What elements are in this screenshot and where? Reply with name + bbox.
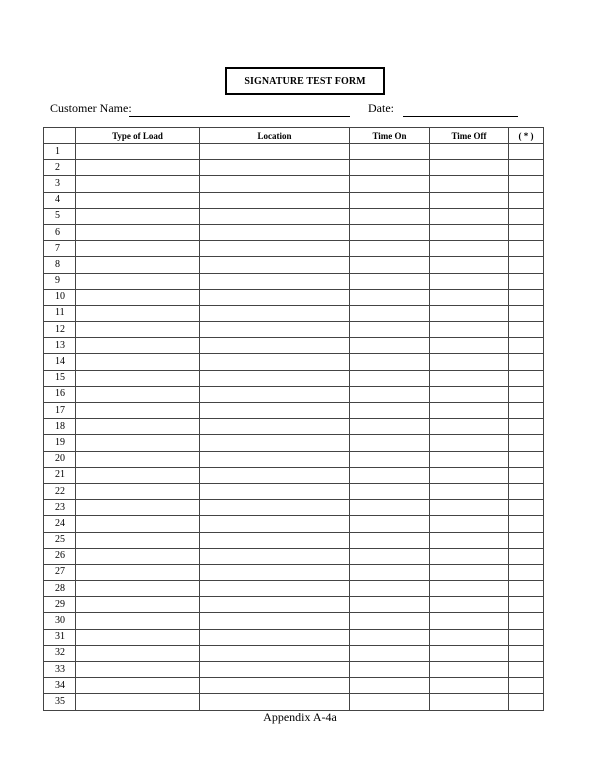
date-label: Date:	[368, 101, 394, 115]
location-cell[interactable]	[200, 273, 350, 289]
table-row	[44, 354, 544, 370]
table-row	[44, 144, 544, 160]
type-of-load-cell[interactable]	[76, 678, 200, 694]
time-off-cell[interactable]	[430, 548, 509, 564]
table-row	[44, 564, 544, 580]
type-of-load-cell[interactable]	[76, 192, 200, 208]
row-number: 33	[44, 662, 76, 678]
table-row	[44, 241, 544, 257]
row-number: 7	[44, 241, 76, 257]
type-of-load-cell[interactable]	[76, 386, 200, 402]
time-on-cell[interactable]	[350, 257, 430, 273]
time-off-cell[interactable]	[430, 516, 509, 532]
location-cell[interactable]	[200, 629, 350, 645]
time-off-cell[interactable]	[430, 273, 509, 289]
location-cell[interactable]	[200, 451, 350, 467]
time-on-cell[interactable]	[350, 516, 430, 532]
table-row	[44, 581, 544, 597]
time-off-cell[interactable]	[430, 467, 509, 483]
row-number: 11	[44, 305, 76, 321]
time-on-cell[interactable]	[350, 629, 430, 645]
table-row	[44, 645, 544, 661]
type-of-load-cell[interactable]	[76, 160, 200, 176]
time-on-cell[interactable]	[350, 305, 430, 321]
asterisk-cell[interactable]	[509, 338, 544, 354]
row-number: 25	[44, 532, 76, 548]
table-row	[44, 500, 544, 516]
type-of-load-cell[interactable]	[76, 354, 200, 370]
row-number: 8	[44, 257, 76, 273]
table-row	[44, 208, 544, 224]
location-cell[interactable]	[200, 694, 350, 710]
type-of-load-cell[interactable]	[76, 548, 200, 564]
row-number: 32	[44, 645, 76, 661]
time-on-cell[interactable]	[350, 581, 430, 597]
time-on-cell[interactable]	[350, 532, 430, 548]
time-on-cell[interactable]	[350, 289, 430, 305]
asterisk-cell[interactable]	[509, 160, 544, 176]
asterisk-cell[interactable]	[509, 662, 544, 678]
location-cell[interactable]	[200, 548, 350, 564]
time-on-cell[interactable]	[350, 192, 430, 208]
asterisk-cell[interactable]	[509, 241, 544, 257]
row-number-header	[44, 128, 76, 144]
location-cell[interactable]	[200, 289, 350, 305]
type-of-load-cell[interactable]	[76, 289, 200, 305]
row-number: 14	[44, 354, 76, 370]
row-number: 29	[44, 597, 76, 613]
row-number: 3	[44, 176, 76, 192]
appendix-label: Appendix A-4a	[263, 710, 337, 724]
asterisk-cell[interactable]	[509, 370, 544, 386]
time-off-cell[interactable]	[430, 354, 509, 370]
type-of-load-cell[interactable]	[76, 403, 200, 419]
row-number: 30	[44, 613, 76, 629]
time-off-cell[interactable]	[430, 370, 509, 386]
table-row	[44, 597, 544, 613]
location-cell[interactable]	[200, 483, 350, 499]
asterisk-cell[interactable]	[509, 224, 544, 240]
table-header-row	[44, 128, 544, 144]
type-of-load-cell[interactable]	[76, 370, 200, 386]
asterisk-header: ( * )	[509, 128, 544, 144]
time-off-cell[interactable]	[430, 435, 509, 451]
form-title: SIGNATURE TEST FORM	[225, 67, 385, 95]
table-row	[44, 613, 544, 629]
time-off-cell[interactable]	[430, 532, 509, 548]
time-off-cell[interactable]	[430, 662, 509, 678]
type-of-load-cell[interactable]	[76, 581, 200, 597]
time-on-cell[interactable]	[350, 160, 430, 176]
row-number: 1	[44, 144, 76, 160]
time-on-cell[interactable]	[350, 322, 430, 338]
row-number: 18	[44, 419, 76, 435]
type-of-load-cell[interactable]	[76, 629, 200, 645]
row-number: 28	[44, 581, 76, 597]
time-off-cell[interactable]	[430, 629, 509, 645]
time-off-cell[interactable]	[430, 645, 509, 661]
location-cell[interactable]	[200, 645, 350, 661]
time-off-cell[interactable]	[430, 257, 509, 273]
asterisk-cell[interactable]	[509, 305, 544, 321]
asterisk-cell[interactable]	[509, 548, 544, 564]
row-number: 13	[44, 338, 76, 354]
asterisk-cell[interactable]	[509, 678, 544, 694]
asterisk-cell[interactable]	[509, 192, 544, 208]
location-cell[interactable]	[200, 581, 350, 597]
time-off-cell[interactable]	[430, 581, 509, 597]
table-row	[44, 257, 544, 273]
time-off-cell[interactable]	[430, 564, 509, 580]
type-of-load-cell[interactable]	[76, 694, 200, 710]
type-of-load-cell[interactable]	[76, 532, 200, 548]
location-cell[interactable]	[200, 613, 350, 629]
row-number: 27	[44, 564, 76, 580]
type-of-load-cell[interactable]	[76, 451, 200, 467]
time-on-cell[interactable]	[350, 564, 430, 580]
row-number: 22	[44, 483, 76, 499]
type-of-load-cell[interactable]	[76, 645, 200, 661]
row-number: 35	[44, 694, 76, 710]
location-cell[interactable]	[200, 370, 350, 386]
time-on-cell[interactable]	[350, 435, 430, 451]
type-of-load-cell[interactable]	[76, 338, 200, 354]
type-of-load-cell[interactable]	[76, 305, 200, 321]
table-row	[44, 403, 544, 419]
asterisk-cell[interactable]	[509, 451, 544, 467]
table-row	[44, 386, 544, 402]
time-on-cell[interactable]	[350, 403, 430, 419]
row-number: 20	[44, 451, 76, 467]
table-row	[44, 662, 544, 678]
time-off-cell[interactable]	[430, 678, 509, 694]
time-on-cell[interactable]	[350, 273, 430, 289]
table-row	[44, 224, 544, 240]
location-cell[interactable]	[200, 322, 350, 338]
customer-name-label: Customer Name:	[50, 101, 132, 115]
asterisk-cell[interactable]	[509, 144, 544, 160]
time-off-cell[interactable]	[430, 613, 509, 629]
table-row	[44, 435, 544, 451]
asterisk-cell[interactable]	[509, 532, 544, 548]
asterisk-cell[interactable]	[509, 516, 544, 532]
location-cell[interactable]	[200, 564, 350, 580]
location-cell[interactable]	[200, 467, 350, 483]
time-on-cell[interactable]	[350, 419, 430, 435]
time-on-cell[interactable]	[350, 483, 430, 499]
location-cell[interactable]	[200, 257, 350, 273]
time-on-cell[interactable]	[350, 224, 430, 240]
location-cell[interactable]	[200, 516, 350, 532]
table-row	[44, 322, 544, 338]
table-row	[44, 338, 544, 354]
location-cell[interactable]	[200, 386, 350, 402]
signature-test-table	[43, 127, 544, 711]
row-number: 24	[44, 516, 76, 532]
customer-name-field[interactable]	[129, 116, 350, 117]
time-off-header: Time Off	[430, 128, 509, 144]
asterisk-cell[interactable]	[509, 289, 544, 305]
time-off-cell[interactable]	[430, 241, 509, 257]
row-number: 34	[44, 678, 76, 694]
asterisk-cell[interactable]	[509, 645, 544, 661]
time-on-cell[interactable]	[350, 176, 430, 192]
asterisk-cell[interactable]	[509, 694, 544, 710]
row-number: 9	[44, 273, 76, 289]
table-row	[44, 176, 544, 192]
table-row	[44, 289, 544, 305]
time-on-cell[interactable]	[350, 678, 430, 694]
time-off-cell[interactable]	[430, 403, 509, 419]
location-cell[interactable]	[200, 176, 350, 192]
table-row	[44, 694, 544, 710]
table-row	[44, 467, 544, 483]
type-of-load-cell[interactable]	[76, 467, 200, 483]
location-cell[interactable]	[200, 435, 350, 451]
table-row	[44, 516, 544, 532]
row-number: 4	[44, 192, 76, 208]
type-of-load-cell[interactable]	[76, 322, 200, 338]
location-cell[interactable]	[200, 678, 350, 694]
time-on-cell[interactable]	[350, 597, 430, 613]
asterisk-cell[interactable]	[509, 435, 544, 451]
asterisk-cell[interactable]	[509, 597, 544, 613]
time-off-cell[interactable]	[430, 451, 509, 467]
time-on-cell[interactable]	[350, 694, 430, 710]
type-of-load-cell[interactable]	[76, 564, 200, 580]
time-on-cell[interactable]	[350, 467, 430, 483]
time-on-cell[interactable]	[350, 370, 430, 386]
type-of-load-cell[interactable]	[76, 435, 200, 451]
time-off-cell[interactable]	[430, 305, 509, 321]
location-header: Location	[200, 128, 350, 144]
time-off-cell[interactable]	[430, 208, 509, 224]
time-off-cell[interactable]	[430, 224, 509, 240]
location-cell[interactable]	[200, 208, 350, 224]
type-of-load-cell[interactable]	[76, 257, 200, 273]
time-on-cell[interactable]	[350, 144, 430, 160]
asterisk-cell[interactable]	[509, 419, 544, 435]
row-number: 5	[44, 208, 76, 224]
location-cell[interactable]	[200, 338, 350, 354]
row-number: 16	[44, 386, 76, 402]
type-of-load-cell[interactable]	[76, 176, 200, 192]
table-row	[44, 273, 544, 289]
location-cell[interactable]	[200, 500, 350, 516]
row-number: 26	[44, 548, 76, 564]
asterisk-cell[interactable]	[509, 613, 544, 629]
location-cell[interactable]	[200, 224, 350, 240]
time-on-cell[interactable]	[350, 662, 430, 678]
row-number: 15	[44, 370, 76, 386]
row-number: 19	[44, 435, 76, 451]
time-off-cell[interactable]	[430, 419, 509, 435]
type-of-load-cell[interactable]	[76, 662, 200, 678]
table-row	[44, 629, 544, 645]
time-off-cell[interactable]	[430, 322, 509, 338]
time-on-cell[interactable]	[350, 548, 430, 564]
type-of-load-header: Type of Load	[76, 128, 200, 144]
asterisk-cell[interactable]	[509, 257, 544, 273]
time-on-cell[interactable]	[350, 500, 430, 516]
type-of-load-cell[interactable]	[76, 419, 200, 435]
time-off-cell[interactable]	[430, 338, 509, 354]
type-of-load-cell[interactable]	[76, 613, 200, 629]
table-row	[44, 532, 544, 548]
asterisk-cell[interactable]	[509, 386, 544, 402]
time-on-cell[interactable]	[350, 241, 430, 257]
location-cell[interactable]	[200, 241, 350, 257]
asterisk-cell[interactable]	[509, 564, 544, 580]
asterisk-cell[interactable]	[509, 500, 544, 516]
row-number: 17	[44, 403, 76, 419]
asterisk-cell[interactable]	[509, 354, 544, 370]
table-row	[44, 483, 544, 499]
time-off-cell[interactable]	[430, 289, 509, 305]
row-number: 6	[44, 224, 76, 240]
location-cell[interactable]	[200, 403, 350, 419]
location-cell[interactable]	[200, 192, 350, 208]
type-of-load-cell[interactable]	[76, 516, 200, 532]
row-number: 10	[44, 289, 76, 305]
location-cell[interactable]	[200, 419, 350, 435]
asterisk-cell[interactable]	[509, 483, 544, 499]
time-on-cell[interactable]	[350, 208, 430, 224]
asterisk-cell[interactable]	[509, 322, 544, 338]
asterisk-cell[interactable]	[509, 581, 544, 597]
row-number: 21	[44, 467, 76, 483]
type-of-load-cell[interactable]	[76, 224, 200, 240]
time-off-cell[interactable]	[430, 192, 509, 208]
time-on-cell[interactable]	[350, 645, 430, 661]
asterisk-cell[interactable]	[509, 467, 544, 483]
time-on-cell[interactable]	[350, 451, 430, 467]
asterisk-cell[interactable]	[509, 403, 544, 419]
location-cell[interactable]	[200, 597, 350, 613]
type-of-load-cell[interactable]	[76, 273, 200, 289]
row-number: 23	[44, 500, 76, 516]
table-row	[44, 451, 544, 467]
time-off-cell[interactable]	[430, 386, 509, 402]
type-of-load-cell[interactable]	[76, 500, 200, 516]
time-on-header: Time On	[350, 128, 430, 144]
date-field[interactable]	[403, 116, 518, 117]
time-off-cell[interactable]	[430, 694, 509, 710]
location-cell[interactable]	[200, 354, 350, 370]
row-number: 31	[44, 629, 76, 645]
time-off-cell[interactable]	[430, 176, 509, 192]
time-on-cell[interactable]	[350, 386, 430, 402]
table-row	[44, 305, 544, 321]
type-of-load-cell[interactable]	[76, 208, 200, 224]
time-off-cell[interactable]	[430, 483, 509, 499]
time-off-cell[interactable]	[430, 144, 509, 160]
location-cell[interactable]	[200, 532, 350, 548]
location-cell[interactable]	[200, 160, 350, 176]
table-row	[44, 370, 544, 386]
row-number: 2	[44, 160, 76, 176]
table-row	[44, 192, 544, 208]
type-of-load-cell[interactable]	[76, 483, 200, 499]
asterisk-cell[interactable]	[509, 176, 544, 192]
time-on-cell[interactable]	[350, 338, 430, 354]
table-row	[44, 419, 544, 435]
table-row	[44, 160, 544, 176]
time-off-cell[interactable]	[430, 500, 509, 516]
asterisk-cell[interactable]	[509, 208, 544, 224]
time-on-cell[interactable]	[350, 354, 430, 370]
time-off-cell[interactable]	[430, 597, 509, 613]
type-of-load-cell[interactable]	[76, 597, 200, 613]
table-row	[44, 548, 544, 564]
time-off-cell[interactable]	[430, 160, 509, 176]
location-cell[interactable]	[200, 662, 350, 678]
location-cell[interactable]	[200, 305, 350, 321]
table-body	[44, 144, 544, 711]
time-on-cell[interactable]	[350, 613, 430, 629]
table-row	[44, 678, 544, 694]
type-of-load-cell[interactable]	[76, 144, 200, 160]
row-number: 12	[44, 322, 76, 338]
asterisk-cell[interactable]	[509, 629, 544, 645]
location-cell[interactable]	[200, 144, 350, 160]
asterisk-cell[interactable]	[509, 273, 544, 289]
type-of-load-cell[interactable]	[76, 241, 200, 257]
